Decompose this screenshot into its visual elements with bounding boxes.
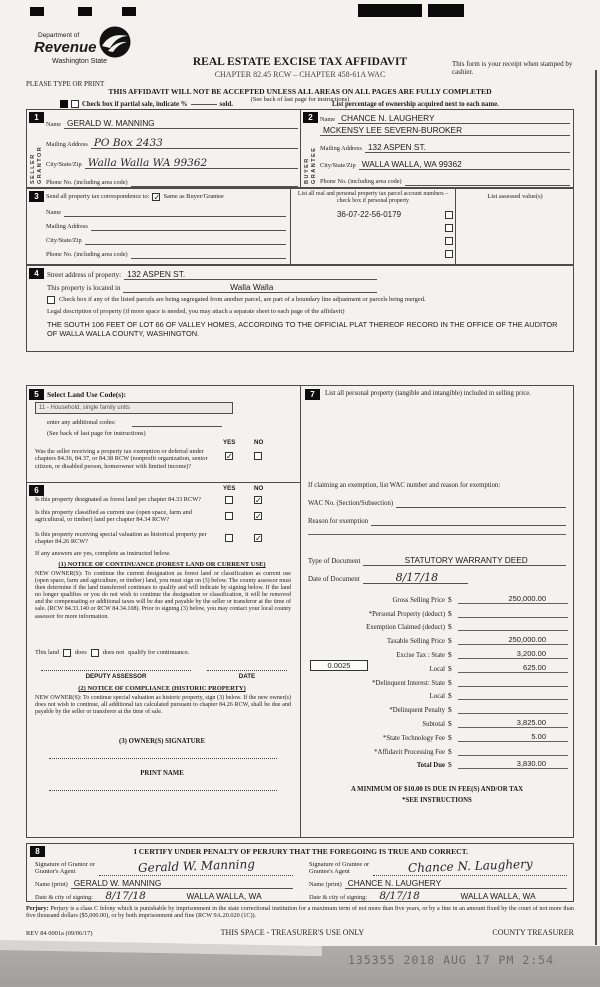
parcel-column: [293, 191, 453, 261]
footer-row: [26, 928, 574, 937]
parcel-number[interactable]: 36-07-22-56-0179: [336, 210, 402, 220]
located-in-label: This property is located in: [47, 284, 121, 292]
land-use-code-box[interactable]: [35, 402, 233, 414]
section-7-badge: 7: [305, 389, 320, 400]
qualify-label: qualify for continuance.: [128, 649, 190, 657]
seller-name-field[interactable]: GERALD W. MANNING: [64, 118, 298, 129]
exemption-intro: If claiming an exemption, list WAC number and reason for exemption:: [308, 482, 501, 489]
personal-property-checkbox-2[interactable]: [445, 224, 453, 232]
additional-codes-label: enter any additional codes:: [47, 419, 116, 426]
grantor-sig-label: Signature of Grantor or Grantor's Agent: [35, 860, 95, 876]
money-rows: [302, 590, 572, 769]
section-7: [302, 386, 574, 837]
divider: [300, 110, 301, 187]
doc-date-field[interactable]: 8/17/18: [363, 573, 468, 584]
partial-sale-checkbox[interactable]: [71, 100, 79, 108]
no-header-2: NO: [254, 485, 264, 492]
delinquent-penalty[interactable]: [458, 713, 568, 714]
property-location-content: [47, 268, 569, 338]
yes-header: YES: [223, 439, 236, 446]
money-row-total: Total Due $ 3,830.00: [302, 756, 572, 770]
buyer-mailing-label: Mailing Address: [320, 145, 362, 152]
scan-artifact: [122, 7, 136, 16]
see-back-note: (See back of last page for instructions): [250, 95, 350, 103]
seller-mailing-field[interactable]: PO Box 2433: [91, 138, 298, 149]
legal-description-label: Legal description of property (if more space is needed, you may attach a separate sheet to each page of the affidavit): [47, 308, 345, 315]
owner-signature-line[interactable]: [49, 758, 277, 759]
warning-line: THIS AFFIDAVIT WILL NOT BE ACCEPTED UNLESS ALL AREAS ON ALL PAGES ARE FULLY COMPLETED: [108, 87, 492, 96]
personal-property-checkbox-4[interactable]: [445, 250, 453, 258]
additional-codes-field[interactable]: [132, 426, 222, 427]
grantee-side-label: GRANTEE: [311, 146, 317, 184]
grantee-signature: Chance N. Laughery: [407, 856, 533, 876]
grantor-signature: Gerald W. Manning: [137, 856, 255, 876]
excise-tax-local[interactable]: 625.00: [458, 663, 568, 673]
ownership-note: List percentage of ownership acquired next to each name.: [332, 101, 499, 108]
total-due[interactable]: 3,830.00: [458, 759, 568, 769]
scan-artifact: [78, 7, 92, 16]
seller-phone-label: Phone No. (including area code): [46, 179, 128, 186]
money-row-subtotal: Subtotal $ 3,825.00: [302, 714, 572, 728]
personal-property-checkbox-1[interactable]: [445, 211, 453, 219]
minimum-due-note: A MINIMUM OF $10.00 IS DUE IN FEE(S) AND/OR TAX: [350, 786, 524, 793]
historic-yes-checkbox[interactable]: [225, 534, 233, 542]
divider: [455, 189, 456, 264]
does-not-label: does not: [102, 649, 125, 657]
parcel-header: List all real and personal property tax parcel account numbers – check box if personal property: [297, 191, 449, 204]
seller-phone-field[interactable]: [131, 186, 298, 187]
doc-type-field[interactable]: STATUTORY WARRANTY DEED: [363, 555, 566, 566]
revenue-logo-icon: [98, 25, 132, 59]
grantee-signing: [309, 856, 567, 902]
current-use-yes-checkbox[interactable]: [225, 512, 233, 520]
grantor-name-print-label: Name (print): [35, 881, 68, 888]
historic-no-checkbox[interactable]: ✓: [255, 534, 262, 543]
money-row-processing-fee: *Affidavit Processing Fee $: [302, 742, 572, 756]
corr-mailing-label: Mailing Address: [46, 223, 88, 230]
certification-box: [26, 843, 574, 902]
assessed-value-header: List assessed value(s): [487, 193, 543, 200]
street-address-field[interactable]: 132 ASPEN ST.: [124, 269, 377, 280]
seller-fields: [46, 111, 298, 187]
parties-box: [26, 109, 574, 188]
corr-phone-field[interactable]: [131, 258, 286, 259]
grantor-date[interactable]: 8/17/18: [96, 891, 152, 902]
divider: [300, 386, 301, 837]
section-4-badge: 4: [29, 268, 44, 279]
doc-type-label: Type of Document: [308, 557, 361, 565]
notice-continuance-title: (1) NOTICE OF CONTINUANCE (FOREST LAND OR CURRENT USE): [58, 561, 266, 568]
personal-property-checkbox-3[interactable]: [445, 237, 453, 245]
perjury-statement: [26, 905, 574, 920]
grantor-signature-line[interactable]: [99, 857, 293, 876]
grantee-name-print-label: Name (print): [309, 881, 342, 888]
subtotal[interactable]: 3,825.00: [458, 718, 568, 728]
affidavit-processing-fee[interactable]: [458, 755, 568, 756]
buyer-side-label: BUYER: [304, 157, 310, 184]
legal-description-text: THE SOUTH 106 FEET OF LOT 66 OF VALLEY HOMES, ACCORDING TO THE OFFICIAL PLAT THEREOF RECORD IN THE OFFICE OF THE AUDITOR OF WALLA WALLA COUNTY, WASHINGTON.: [47, 319, 558, 338]
grantor-signing: [35, 856, 293, 902]
section-2-badge: 2: [303, 112, 318, 123]
same-as-buyer-label: Same as Buyer/Grantee: [163, 193, 224, 201]
forest-question: Is this property designated as forest land per chapter 84.33 RCW?: [35, 496, 201, 503]
delinquent-interest-state[interactable]: [458, 686, 568, 687]
continuance-qualify-row: [35, 649, 189, 657]
corr-phone-label: Phone No. (including area code): [46, 251, 128, 258]
segregated-checkbox[interactable]: [47, 296, 55, 304]
grantee-name-print[interactable]: CHANCE N. LAUGHERY: [345, 878, 567, 889]
segregated-label: Check box if any of the listed parcels are being segregated from another parcel, are part of a boundary line adjustment or parcels being merged.: [59, 296, 426, 304]
section-3-badge: 3: [29, 191, 44, 202]
send-correspondence-label: Send all property tax correspondence to:: [46, 193, 150, 201]
forest-no-checkbox[interactable]: ✓: [255, 496, 262, 505]
certify-statement: I CERTIFY UNDER PENALTY OF PERJURY THAT THE FOREGOING IS TRUE AND CORRECT.: [133, 847, 469, 856]
notice-compliance-title: (2) NOTICE OF COMPLIANCE (HISTORIC PROPERTY): [78, 685, 246, 692]
buyer-name2-field[interactable]: MCKENSY LEE SEVERN-BUROKER: [320, 125, 570, 136]
deferral-yes-checkbox[interactable]: ✓: [226, 452, 233, 461]
property-location-box: [26, 265, 574, 352]
deferral-no-checkbox[interactable]: [254, 452, 262, 460]
buyer-phone-field[interactable]: [405, 185, 570, 186]
delinquent-interest-local[interactable]: [458, 699, 568, 700]
money-row-personal: *Personal Property (deduct) $: [302, 604, 572, 618]
reason-extra-line[interactable]: [308, 534, 566, 535]
money-row-local: 0.0025 Local $ 625.00: [302, 659, 572, 673]
form-title: REAL ESTATE EXCISE TAX AFFIDAVIT: [192, 56, 408, 68]
logo-revenue: Revenue: [34, 39, 97, 56]
if-yes-note: If any answers are yes, complete as instructed below.: [35, 550, 171, 557]
seller-csz-label: City/State/Zip: [46, 161, 82, 168]
deputy-assessor-label: DEPUTY ASSESSOR: [85, 673, 147, 680]
perjury-text: Perjury is a class C felony which is punishable by imprisonment in the state correctional institution for a maximum term of not more than five years, or by a fine in an amount fixed by the court of not more than five thousand dollars ($5,000.00), or by both imprisonment and fine (RCW 9A.20.020 (1C)).: [26, 905, 574, 920]
paper-edge: [0, 940, 322, 956]
buyer-mailing-field[interactable]: 132 ASPEN ST.: [365, 142, 570, 153]
reason-field[interactable]: [371, 525, 566, 526]
current-use-no-checkbox[interactable]: ✓: [255, 512, 262, 521]
does-label: does: [74, 649, 87, 657]
assessor-date-line[interactable]: [207, 670, 287, 671]
land-use-title: Select Land Use Code(s):: [47, 390, 127, 399]
partial-sale-row: [60, 100, 233, 108]
scan-artifact: [30, 7, 44, 16]
partial-sale-percent-field[interactable]: [191, 104, 217, 105]
logo-state: Washington State: [52, 58, 107, 65]
grantor-side-label: GRANTOR: [37, 145, 43, 184]
money-row-excise-state: Excise Tax : State $ 3,200.00: [302, 645, 572, 659]
buyer-phone-label: Phone No. (including area code): [320, 178, 402, 185]
same-as-buyer-checkbox[interactable]: ✓: [153, 193, 161, 202]
no-header: NO: [254, 439, 264, 446]
notice-continuance-body: NEW OWNER(S): To continue the current designation as forest land or classification as current use (open space, farm and agriculture, or timber) land, you must sign on (3) below. The county assessor must then determine if the land transferred continues to qualify and will indicate by signing below. If the land no longer qualifies or you do not wish to continue the designation or classification, it will be removed and the compensating or additional taxes will be due and payable by the seller or transferor at the time of sale. (RCW 84.33.140 or RCW 84.34.108). Prior to signing (3) below, you may contact your local county assessor for more information.: [35, 571, 291, 620]
county-treasurer-label: COUNTY TREASURER: [492, 928, 574, 937]
form-chapters: CHAPTER 82.45 RCW – CHAPTER 458-61A WAC: [214, 70, 386, 79]
seller-csz-field[interactable]: Walla Walla WA 99362: [85, 158, 298, 169]
section-8-badge: 8: [30, 846, 45, 857]
divider: [290, 189, 291, 264]
gross-selling-price[interactable]: 250,000.00: [458, 594, 568, 604]
reason-label: Reason for exemption: [308, 518, 369, 525]
located-in-field[interactable]: Walla Walla: [123, 282, 377, 293]
money-row-tech-fee: *State Technology Fee $ 5.00: [302, 728, 572, 742]
money-row-gross: Gross Selling Price $ 250,000.00: [302, 590, 572, 604]
perjury-label: Perjury:: [26, 905, 49, 912]
personal-property-label: List all personal property (tangible and intangible) included in selling price.: [325, 390, 531, 397]
scanner-band: [0, 946, 600, 987]
divider: [27, 482, 300, 483]
print-name-title: PRINT NAME: [140, 770, 184, 777]
owner-signature-title: (3) OWNER(S) SIGNATURE: [119, 738, 205, 745]
grantor-name-print[interactable]: GERALD W. MANNING: [71, 878, 293, 889]
historic-question: Is this property receiving special valuation as historical property per chapter 84.26 RCW?: [35, 531, 207, 546]
buyer-name-field[interactable]: CHANCE N. LAUGHERY: [338, 113, 570, 124]
grantee-sig-label: Signature of Grantee or Grantee's Agent: [309, 860, 370, 876]
section-1-badge: 1: [29, 112, 44, 123]
seller-mailing-label: Mailing Address: [46, 141, 88, 148]
corr-name-label: Name: [46, 209, 62, 216]
money-row-delinq-interest-state: *Delinquent Interest: State $: [302, 673, 572, 687]
see-back-note-2: (See back of last page for instructions): [47, 430, 146, 437]
partial-sale-label: Check box if partial sale, indicate %: [82, 100, 188, 108]
current-use-question: Is this property classified as current use (open space, farm and agricultural, or timber) land per chapter 84.34 RCW?: [35, 509, 192, 524]
money-row-delinq-penalty: *Delinquent Penalty $: [302, 700, 572, 714]
this-land-label: This land: [35, 649, 59, 657]
grantor-date-label: Date & city of signing:: [35, 894, 94, 901]
personal-property-deduct[interactable]: [458, 617, 568, 618]
taxable-selling-price[interactable]: 250,000.00: [458, 635, 568, 645]
buyer-fields: [320, 111, 570, 186]
treasurer-use-label: THIS SPACE - TREASURER'S USE ONLY: [220, 928, 365, 937]
form-rev-number: REV 84 0001a (09/06/17): [26, 930, 93, 937]
grantee-signature-line[interactable]: [373, 857, 567, 876]
corr-mailing-field[interactable]: [91, 230, 286, 231]
state-technology-fee[interactable]: 5.00: [458, 732, 568, 742]
seller-side-label: SELLER: [30, 153, 36, 184]
land-use-code-value: 11 - Household, single family units: [39, 405, 130, 411]
exemption-claimed[interactable]: [458, 630, 568, 631]
land-does-checkbox[interactable]: [63, 649, 71, 657]
grantee-date-label: Date & city of signing:: [309, 894, 368, 901]
yes-header-2: YES: [223, 485, 236, 492]
scan-artifact: [358, 4, 422, 17]
buyer-csz-label: City/State/Zip: [320, 162, 356, 169]
street-address-label: Street address of property:: [47, 271, 122, 279]
section-6-badge: 6: [29, 485, 44, 496]
notice-compliance-body: NEW OWNER(S): To continue special valuation as historic property, sign (3) below. If the new owner(s) does not wish to continue, all additional tax calculated pursuant to chapter 84.26 RCW, shall be due and payable by the seller or transferor at the time of sale.: [35, 695, 291, 716]
deputy-assessor-line[interactable]: [41, 670, 191, 671]
scan-artifact: [428, 4, 464, 17]
doc-date-label: Date of Document: [308, 575, 360, 583]
money-row-exemption: Exemption Claimed (deduct) $: [302, 618, 572, 632]
date-label: DATE: [238, 673, 256, 680]
corr-csz-field[interactable]: [85, 244, 286, 245]
cashier-stamp: 135355 2018 AUG 17 PM 2:54: [348, 953, 555, 967]
buyer-csz-field[interactable]: WALLA WALLA, WA 99362: [359, 159, 570, 170]
money-row-delinq-interest-local: Local $: [302, 687, 572, 701]
grantor-city[interactable]: WALLA WALLA, WA: [152, 891, 293, 902]
seller-name-label: Name: [46, 121, 62, 128]
land-does-not-checkbox[interactable]: [91, 649, 99, 657]
correspondence-fields: [46, 191, 286, 259]
wac-label: WAC No. (Section/Subsection): [308, 500, 394, 507]
local-rate-box: 0.0025: [310, 660, 368, 671]
wac-field[interactable]: [396, 507, 566, 508]
partial-sale-sold: sold.: [219, 100, 233, 108]
correspondence-box: [26, 188, 574, 265]
print-name-line[interactable]: [49, 790, 277, 791]
buyer-name-label: Name: [320, 116, 336, 123]
grantee-city[interactable]: WALLA WALLA, WA: [426, 891, 567, 902]
logo-dept-of: Department of: [38, 32, 80, 39]
deferral-question: Was the seller receiving a property tax exemption or deferral under chapters 84.36, 84.37, or 84.38 RCW (nonprofit organization, senior citizen, or disabled person, homeowner with limited income)?: [35, 448, 208, 470]
grantee-date[interactable]: 8/17/18: [370, 891, 426, 902]
receipt-note: This form is your receipt when stamped by cashier.: [452, 60, 573, 77]
excise-tax-state[interactable]: 3,200.00: [458, 649, 568, 659]
forest-yes-checkbox[interactable]: [225, 496, 233, 504]
money-row-taxable: Taxable Selling Price $ 250,000.00: [302, 631, 572, 645]
please-type-label: PLEASE TYPE OR PRINT: [26, 80, 105, 88]
scan-artifact: [60, 100, 68, 108]
scan-edge-line: [595, 70, 597, 945]
lower-block: [26, 385, 574, 838]
corr-name-field[interactable]: [64, 216, 286, 217]
section-5-badge: 5: [29, 389, 44, 400]
corr-csz-label: City/State/Zip: [46, 237, 82, 244]
see-instructions-note: *SEE INSTRUCTIONS: [402, 797, 472, 804]
